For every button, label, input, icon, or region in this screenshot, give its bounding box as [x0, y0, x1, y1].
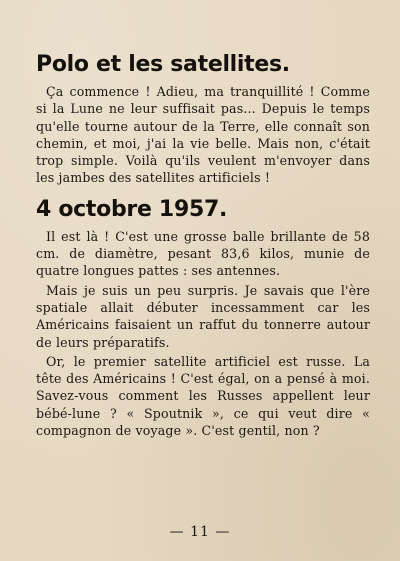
paragraph: Il est là ! C'est une grosse balle brillante de 58 cm. de diamètre, pesant 83,6 kilos, munie de quatre longues pattes : ses antennes.: [36, 228, 370, 279]
section-title-date: 4 octobre 1957.: [36, 196, 228, 222]
paragraph: Ça commence ! Adieu, ma tranquillité ! Comme si la Lune ne leur suffisait pas... Depuis le temps qu'elle tourne autour de la Terre, elle connaît son chemin, et moi, j'ai la vie belle. Mais non, c'était trop simple. Voilà qu'ils veulent m'envoyer dans les jambes des satellites artificiels !: [36, 84, 370, 186]
page-number: — 11 —: [169, 524, 231, 540]
paragraph: Or, le premier satellite artificiel est russe. La tête des Américains ! C'est égal, on a pensé à moi. Savez-vous comment les Russes appellent leur bébé-lune ? « Spoutnik », ce qui veut dire « compagnon de voyage ». C'est gentil, non ?: [36, 353, 370, 439]
section-title-polo-satellites: Polo et les satellites.: [36, 52, 290, 77]
paragraph: Mais je suis un peu surpris. Je savais que l'ère spatiale allait débuter incessamment car les Américains faisaient un raffut du tonnerre autour de leurs préparatifs.: [36, 282, 370, 350]
